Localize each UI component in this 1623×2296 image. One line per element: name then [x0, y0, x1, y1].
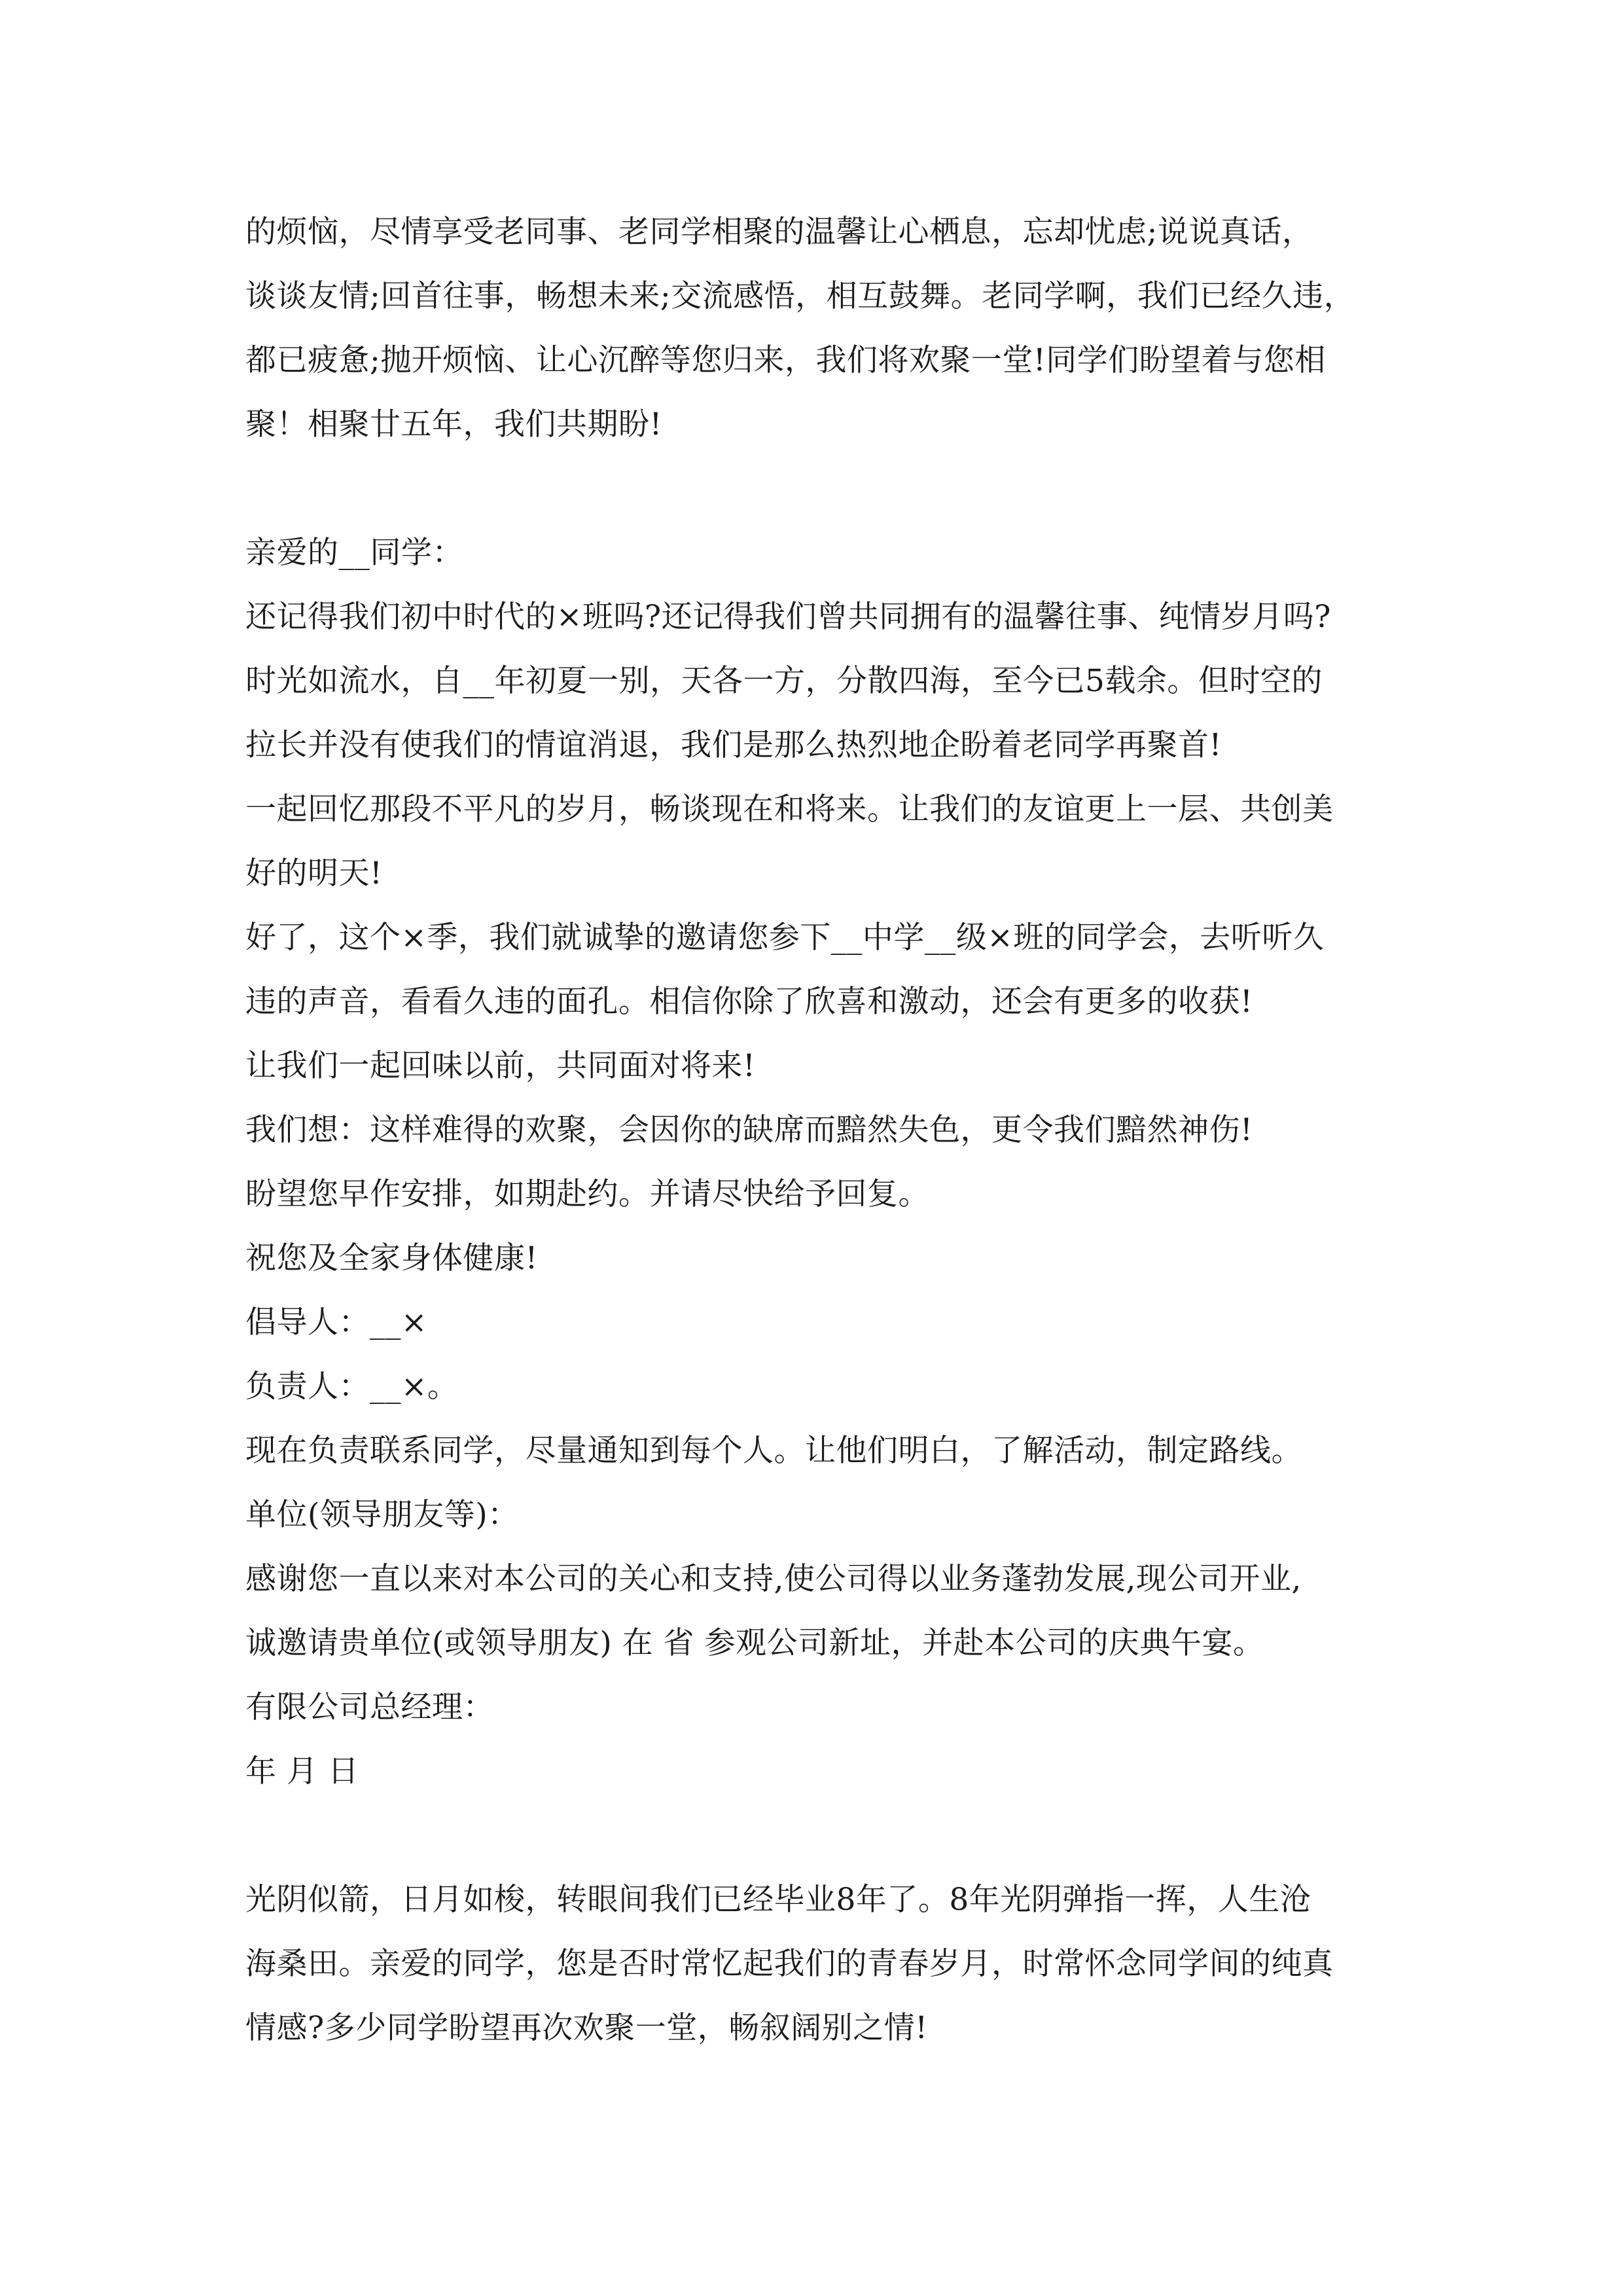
- text-line: 好的明天!: [245, 855, 383, 891]
- text-line: 拉长并没有使我们的情谊消退，我们是那么热烈地企盼着老同学再聚首!: [245, 727, 1222, 763]
- date-line: 年 月 日: [245, 1753, 359, 1789]
- text-line: 情感?多少同学盼望再次欢聚一堂，畅叙阔别之情!: [245, 2010, 928, 2046]
- initiator-line: 倡导人：__×: [245, 1304, 427, 1340]
- salutation-line: 单位(领导朋友等)：: [245, 1497, 519, 1533]
- text-line: 还记得我们初中时代的×班吗?还记得我们曾共同拥有的温馨往事、纯情岁月吗?: [245, 599, 1331, 635]
- text-line: 谈谈友情;回首往事，畅想未来;交流感悟，相互鼓舞。老同学啊，我们已经久违，: [245, 278, 1355, 314]
- text-line: 我们想：这样难得的欢聚，会因你的缺席而黯然失色，更令我们黯然神伤!: [245, 1112, 1253, 1148]
- responsible-line: 负责人：__×。: [245, 1369, 459, 1405]
- signature-line: 有限公司总经理：: [245, 1689, 494, 1725]
- text-line: 感谢您一直以来对本公司的关心和支持,使公司得以业务蓬勃发展,现公司开业,: [245, 1561, 1302, 1597]
- text-line: 聚！相聚廿五年，我们共期盼!: [245, 406, 662, 442]
- text-line: 光阴似箭，日月如梭，转眼间我们已经毕业8年了。8年光阴弹指一挥，人生沧: [245, 1882, 1311, 1918]
- text-line: 都已疲惫;抛开烦恼、让心沉醉等您归来，我们将欢聚一堂!同学们盼望着与您相: [245, 342, 1326, 378]
- text-line: 让我们一起回味以前，共同面对将来!: [245, 1048, 756, 1084]
- text-line: 好了，这个×季，我们就诚挚的邀请您参下__中学__级×班的同学会，去听听久: [245, 920, 1325, 956]
- text-line: 盼望您早作安排，如期赴约。并请尽快给予回复。: [245, 1176, 929, 1212]
- text-line: 一起回忆那段不平凡的岁月，畅谈现在和将来。让我们的友谊更上一层、共创美: [245, 791, 1334, 827]
- text-line: 祝您及全家身体健康!: [245, 1240, 538, 1276]
- text-line: 现在负责联系同学，尽量通知到每个人。让他们明白，了解活动，制定路线。: [245, 1433, 1302, 1469]
- text-line: 的烦恼，尽情享受老同事、老同学相聚的温馨让心栖息，忘却忧虑;说说真话，: [245, 214, 1313, 250]
- text-line: 海桑田。亲爱的同学，您是否时常忆起我们的青春岁月，时常怀念同学间的纯真: [245, 1946, 1334, 1982]
- text-line: 时光如流水，自__年初夏一别，天各一方，分散四海，至今已5载余。但时空的: [245, 663, 1323, 699]
- salutation-line: 亲爱的__同学：: [245, 535, 463, 571]
- text-line: 诚邀请贵单位(或领导朋友) 在 省 参观公司新址，并赴本公司的庆典午宴。: [245, 1625, 1264, 1661]
- text-line: 违的声音，看看久违的面孔。相信你除了欣喜和激动，还会有更多的收获!: [245, 984, 1253, 1020]
